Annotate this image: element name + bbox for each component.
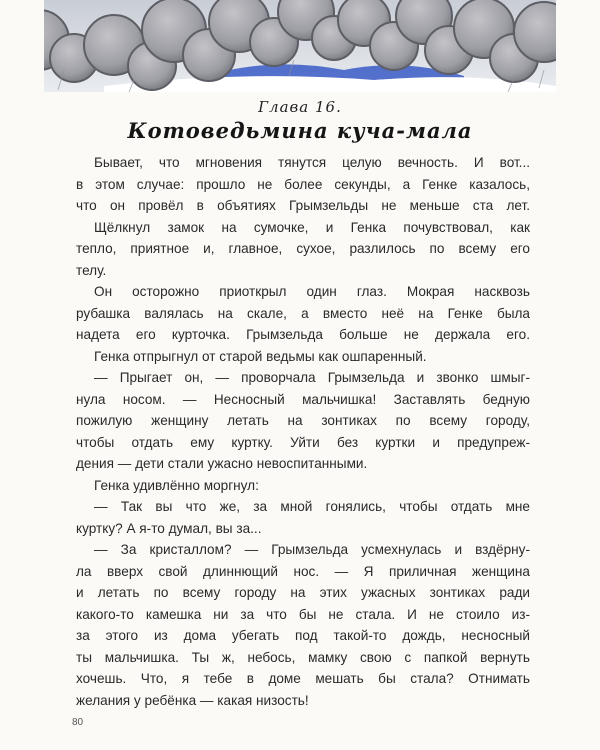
- chapter-number: Глава 16.: [258, 98, 342, 116]
- text-line: телу.: [76, 262, 107, 278]
- chapter-title: Котоведьмина куча-мала: [127, 118, 473, 143]
- text-line: — За кристаллом? — Грымзельда усмехнулась и вздёрну-: [94, 542, 530, 557]
- text-line: в этом случае: прошло не более секунды, а Генке казалось,: [76, 176, 530, 192]
- text-line: Он осторожно приоткрыл один глаз. Мокрая насквозь: [94, 284, 530, 299]
- chapter-body-text: [76, 152, 530, 711]
- text-line: тепло, приятное и, главное, сухое, разлилось по всему его: [76, 241, 530, 256]
- text-line: желания у ребёнка — какая низость!: [76, 692, 309, 708]
- storm-clouds-illustration: [44, 0, 556, 92]
- text-line: нула носом. — Несносный мальчишка! Заставлять бедную: [76, 391, 530, 407]
- text-line: Щёлкнул замок на сумочке, и Генка почувствовал, как: [94, 219, 530, 235]
- text-line: какого-то камешка ни за что бы не стала. И не стоило из-: [76, 606, 530, 622]
- text-line: Бывает, что мгновения тянутся целую вечность. И вот...: [94, 155, 530, 170]
- text-line: и летать по всему городу на этих ужасных зонтиках ради: [76, 585, 530, 600]
- text-line: ла вверх свой длиннющий нос. — Я приличная женщина: [76, 563, 530, 579]
- clouds-svg: [44, 0, 556, 92]
- text-line: ты мальчишка. Ты ж, небось, мамку свою с папкой вернуть: [76, 649, 530, 665]
- text-line: — Прыгает он, — проворчала Грымзельда и звонко шмыг-: [94, 370, 530, 385]
- text-line: пожилую женщину летать на зонтиках по всему городу,: [76, 413, 530, 428]
- text-line: куртку? А я-то думал, вы за...: [76, 520, 262, 536]
- text-line: рубашка валялась на скале, а вместо неё на Генке была: [76, 305, 530, 321]
- text-line: Генка удивлённо моргнул:: [94, 477, 259, 493]
- text-line: за этого из дома убегать под такой-то дождь, несносный: [76, 628, 530, 643]
- text-line: дения — дети стали ужасно невоспитанными.: [76, 456, 368, 471]
- text-line: Генка отпрыгнул от старой ведьмы как ошпаренный.: [94, 348, 427, 364]
- text-line: хочешь. Что, я тебе в доме мешать бы стала? Отнимать: [76, 671, 530, 686]
- text-line: надета его курточка. Грымзельда больше не держала его.: [76, 327, 530, 342]
- page-number: 80: [72, 717, 84, 728]
- text-line: — Так вы что же, за мной гонялись, чтобы отдать мне: [94, 499, 530, 514]
- text-line: что он провёл в объятиях Грымзельды не меньше ста лет.: [76, 198, 530, 213]
- text-line: чтобы отдать ему куртку. Уйти без куртки и предупреж-: [76, 434, 530, 450]
